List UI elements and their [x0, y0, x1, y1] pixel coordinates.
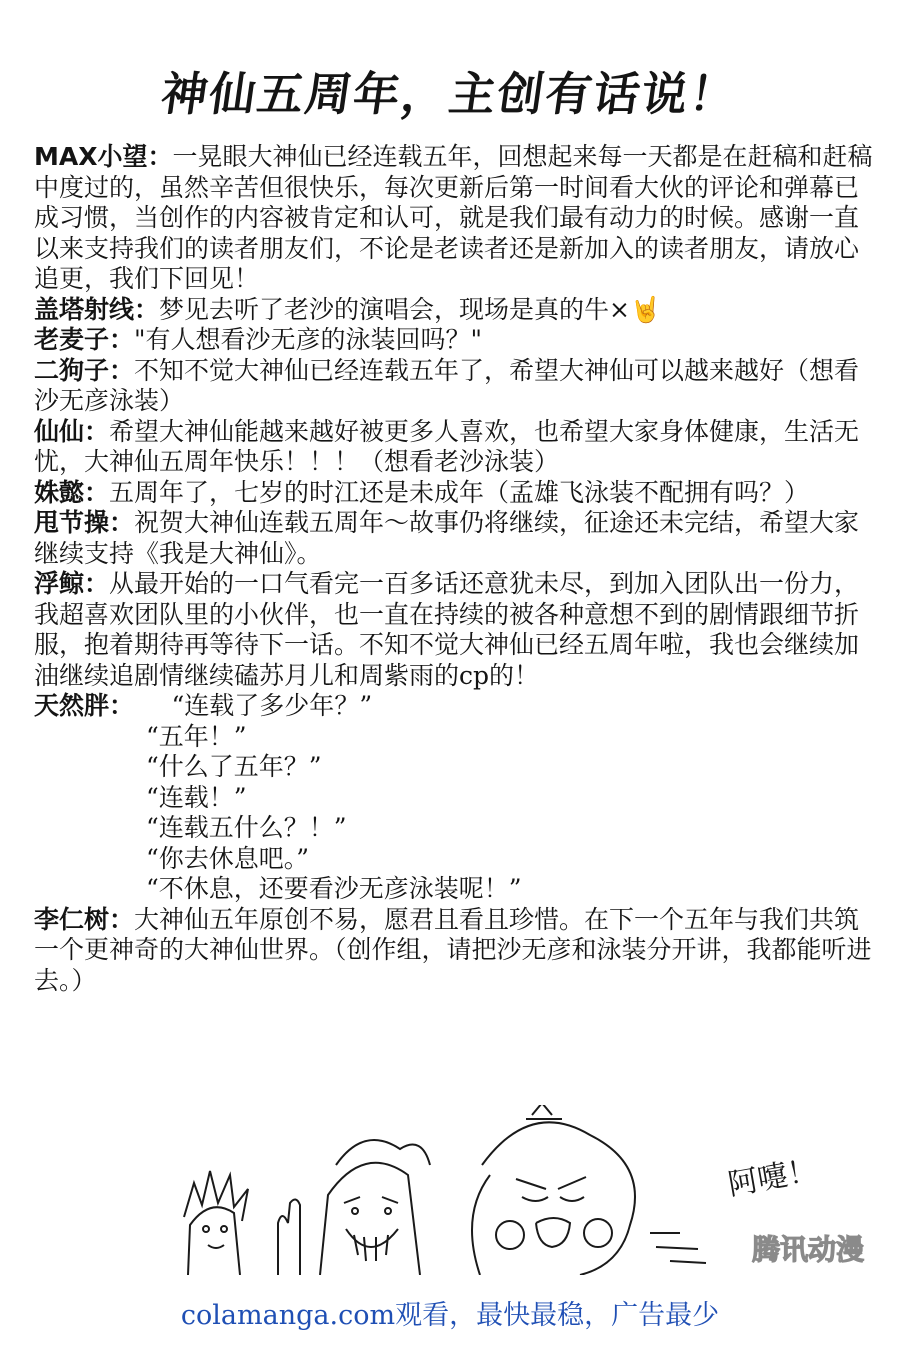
author-name: 老麦子： [34, 325, 135, 354]
message-text: 大神仙五年原创不易，愿君且看且珍惜。在下一个五年与我们共筑一个更神奇的大神仙世界。（创作组，请把沙无彦和泳装分开讲，我都能听进去。） [34, 904, 872, 995]
dialogue-line-row [34, 752, 874, 783]
sneeze-lines-icon [650, 1233, 706, 1263]
watermark-logo: 腾讯动漫 [752, 1233, 865, 1266]
author-name: 盖塔射线： [34, 294, 160, 324]
message-entry [34, 569, 874, 691]
message-entry [34, 417, 874, 478]
dialogue-line-row [34, 722, 874, 753]
footer-banner: colamanga.com观看，最快最稳，广告最少 [180, 1300, 720, 1331]
message-text: 祝贺大神仙连载五周年～故事仍将继续，征途还未完结，希望大家继续支持《我是大神仙》。 [34, 508, 860, 568]
message-entry [34, 325, 874, 356]
dialogue-line-row [34, 783, 874, 814]
dialogue-entry [34, 691, 874, 722]
dialogue-line: “你去休息吧。” [146, 843, 310, 873]
message-text: "有人想看沙无彦的泳装回吗？" [134, 325, 483, 354]
message-text: 梦见去听了老沙的演唱会，现场是真的牛×🤘 [159, 294, 662, 324]
dialogue-line: “连载！” [146, 782, 247, 812]
message-text: 五周年了，七岁的时江还是未成年（孟雄飞泳装不配拥有吗？） [109, 477, 810, 507]
dialogue-line: “连载了多少年？” [171, 691, 373, 720]
author-name: MAX小望： [34, 142, 173, 171]
author-name: 仙仙： [34, 416, 110, 446]
raised-hand-icon [278, 1199, 300, 1275]
sneezing-character [472, 1105, 635, 1275]
message-text: 从最开始的一口气看完一百多话还意犹未尽，到加入团队出一份力，我超喜欢团队里的小伙伴，也一直在持续的被各种意想不到的剧情跟细节折服，抱着期待再等待下一话。不知不觉大神仙已经五周年啦，我也会继续加油继续追剧情继续磕苏月儿和周紫雨的cp的！ [34, 569, 860, 690]
bearded-character [320, 1140, 430, 1275]
dialogue-line: “连载五什么？！” [146, 813, 347, 842]
message-entry [34, 478, 874, 509]
spiky-hair-character [184, 1171, 248, 1275]
author-name: 姝懿： [34, 477, 110, 507]
character-illustration [150, 1105, 895, 1275]
page-title: 神仙五周年，主创有话说！ [157, 67, 742, 121]
message-entry [34, 142, 874, 295]
message-entry [34, 905, 874, 997]
dialogue-line: “什么了五年？” [146, 752, 322, 781]
dialogue-line-row [34, 813, 874, 844]
message-entry [34, 508, 874, 569]
author-name: 浮鲸： [34, 569, 110, 598]
author-name: 甩节操： [34, 508, 135, 537]
message-entry [34, 295, 874, 326]
author-name: 天然胖： [34, 691, 122, 720]
dialogue-line-row [34, 844, 874, 875]
dialogue-line: “不休息，还要看沙无彦泳装呢！” [146, 874, 522, 903]
dialogue-line-row [34, 874, 874, 905]
message-list [34, 142, 874, 996]
message-text: 希望大神仙能越来越好被更多人喜欢，也希望大家身体健康，生活无忧，大神仙五周年快乐！！！（想看老沙泳装） [34, 416, 860, 476]
message-text: 不知不觉大神仙已经连载五年了，希望大神仙可以越来越好（想看沙无彦泳装） [34, 355, 860, 415]
message-entry [34, 356, 874, 417]
author-name: 二狗子： [34, 355, 135, 385]
dialogue-line: “五年！” [146, 721, 247, 751]
message-text: 一晃眼大神仙已经连载五年，回想起来每一天都是在赶稿和赶稿中度过的，虽然辛苦但很快乐，每次更新后第一时间看大伙的评论和弹幕已成习惯，当创作的内容被肯定和认可，就是我们最有动力的时候。感谢一直以来支持我们的读者朋友们，不论是老读者还是新加入的读者朋友，请放心追更，我们下回见！ [34, 142, 873, 293]
sneeze-exclaim: 阿嚏！ [725, 1152, 821, 1203]
author-name: 李仁树： [34, 904, 135, 934]
